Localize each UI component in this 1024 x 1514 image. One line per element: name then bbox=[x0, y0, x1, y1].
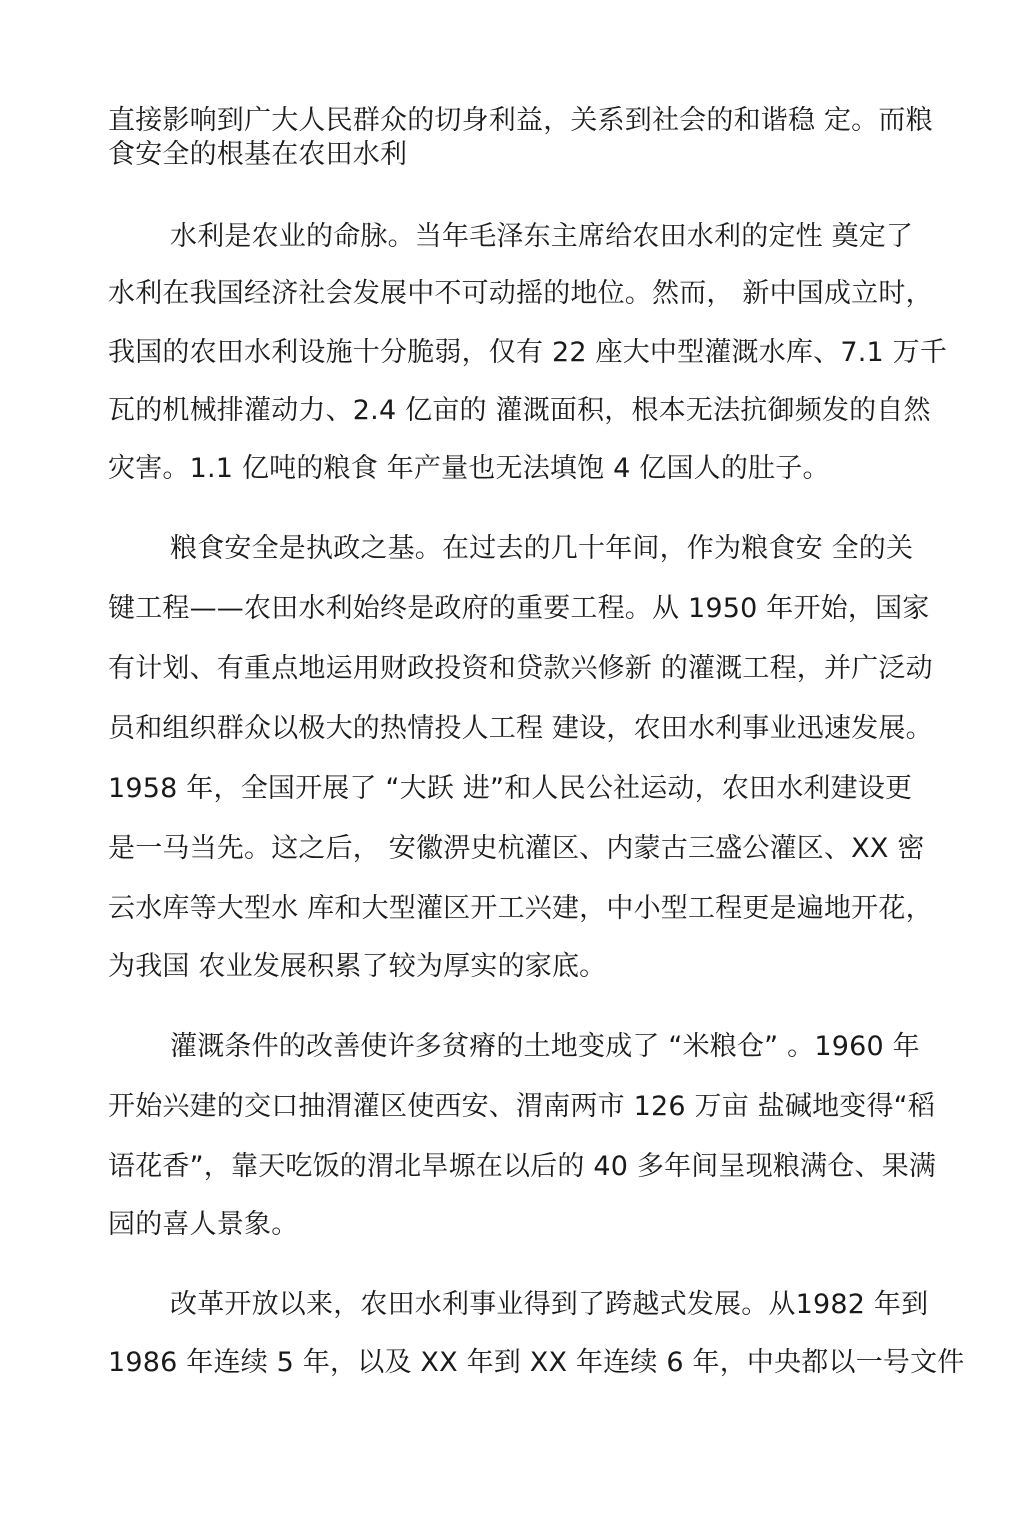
paragraph-1-line-1: 直接影响到广大人民群众的切身利益，关系到社会的和谐稳 定。而粮 bbox=[108, 105, 933, 136]
paragraph-3-line-3: 有计划、有重点地运用财政投资和贷款兴修新 的灌溉工程，并广泛动 bbox=[108, 653, 933, 684]
paragraph-4-line-2: 开始兴建的交口抽渭灌区使西安、渭南两市 126 万亩 盐碱地变得“稻 bbox=[108, 1091, 936, 1122]
paragraph-3-line-6: 是一马当先。这之后， 安徽淠史杭灌区、内蒙古三盛公灌区、XX 密 bbox=[108, 833, 925, 864]
paragraph-3-line-4: 员和组织群众以极大的热情投人工程 建设，农田水利事业迅速发展。 bbox=[108, 713, 933, 744]
paragraph-2-line-1: 水利是农业的命脉。当年毛泽东主席给农田水利的定性 奠定了 bbox=[170, 221, 914, 252]
paragraph-4-line-3: 语花香”，靠天吃饭的渭北旱塬在以后的 40 多年间呈现粮满仓、果满 bbox=[108, 1151, 937, 1182]
paragraph-5-line-2: 1986 年连续 5 年，以及 XX 年到 XX 年连续 6 年，中央都以一号文件 bbox=[108, 1347, 965, 1378]
paragraph-2-line-5: 灾害。1.1 亿吨的粮食 年产量也无法填饱 4 亿国人的肚子。 bbox=[108, 453, 830, 484]
paragraph-5-line-1: 改革开放以来，农田水利事业得到了跨越式发展。从1982 年到 bbox=[170, 1289, 929, 1320]
paragraph-2-line-4: 瓦的机械排灌动力、2.4 亿亩的 灌溉面积，根本无法抗御频发的自然 bbox=[108, 395, 931, 426]
paragraph-2-line-2: 水利在我国经济社会发展中不可动摇的地位。然而， 新中国成立时， bbox=[108, 278, 933, 309]
paragraph-1-line-2: 食安全的根基在农田水利 bbox=[108, 139, 408, 170]
paragraph-3-line-2: 键工程——农田水利始终是政府的重要工程。从 1950 年开始，国家 bbox=[108, 593, 930, 624]
paragraph-3-line-1: 粮食安全是执政之基。在过去的几十年间，作为粮食安 全的关 bbox=[170, 533, 914, 564]
paragraph-2-line-3: 我国的农田水利设施十分脆弱，仅有 22 座大中型灌溉水库、7.1 万千 bbox=[108, 337, 948, 368]
paragraph-3-line-8: 为我国 农业发展积累了较为厚实的家底。 bbox=[108, 951, 607, 982]
paragraph-4-line-1: 灌溉条件的改善使许多贫瘠的土地变成了 “米粮仓” 。1960 年 bbox=[170, 1031, 920, 1062]
paragraph-3-line-5: 1958 年，全国开展了 “大跃 进”和人民公社运动，农田水利建设更 bbox=[108, 773, 913, 804]
paragraph-3-line-7: 云水库等大型水 库和大型灌区开工兴建，中小型工程更是遍地开花， bbox=[108, 893, 933, 924]
paragraph-4-line-4: 园的喜人景象。 bbox=[108, 1209, 299, 1240]
